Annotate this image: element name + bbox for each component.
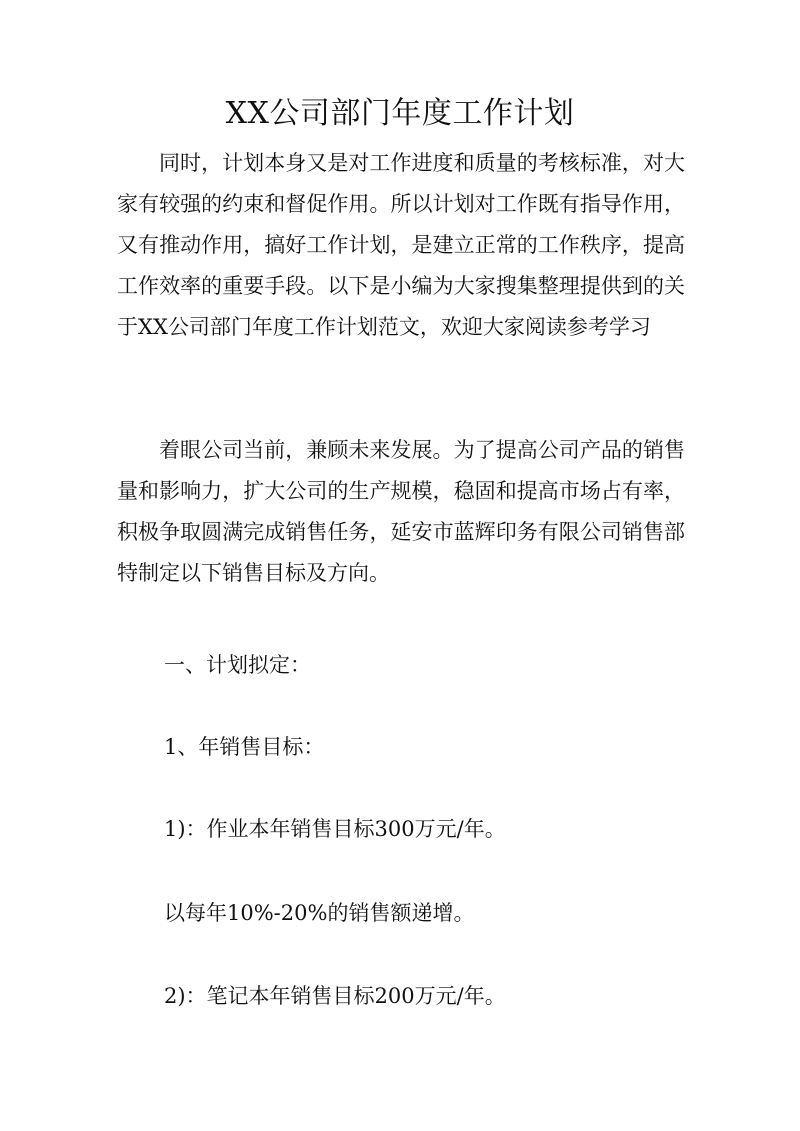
growth-rate-line: 以每年10%-20%的销售额递增。	[164, 901, 475, 925]
target-item-workbook: 1)：作业本年销售目标300万元/年。	[164, 817, 506, 841]
goal-paragraph: 着眼公司当前，兼顾未来发展。为了提高公司产品的销售量和影响力，扩大公司的生产规模，稳固和提高市场占有率，积极争取圆满完成销售任务，延安市蓝辉印务有限公司销售部特制定以下销售目标及方向。	[117, 438, 685, 585]
target-item-notebook: 2)：笔记本年销售目标200万元/年。	[164, 984, 506, 1008]
section-heading-plan: 一、计划拟定：	[164, 653, 311, 677]
intro-paragraph: 同时，计划本身又是对工作进度和质量的考核标准，对大家有较强的约束和督促作用。所以计划对工作既有指导作用，又有推动作用，搞好工作计划，是建立正常的工作秩序，提高工作效率的重要手段。以下是小编为大家搜集整理提供到的关于XX公司部门年度工作计划范文，欢迎大家阅读参考学习	[117, 151, 685, 339]
document-title: XX公司部门年度工作计划	[225, 96, 575, 131]
subsection-heading-sales-target: 1、年销售目标：	[164, 735, 325, 759]
